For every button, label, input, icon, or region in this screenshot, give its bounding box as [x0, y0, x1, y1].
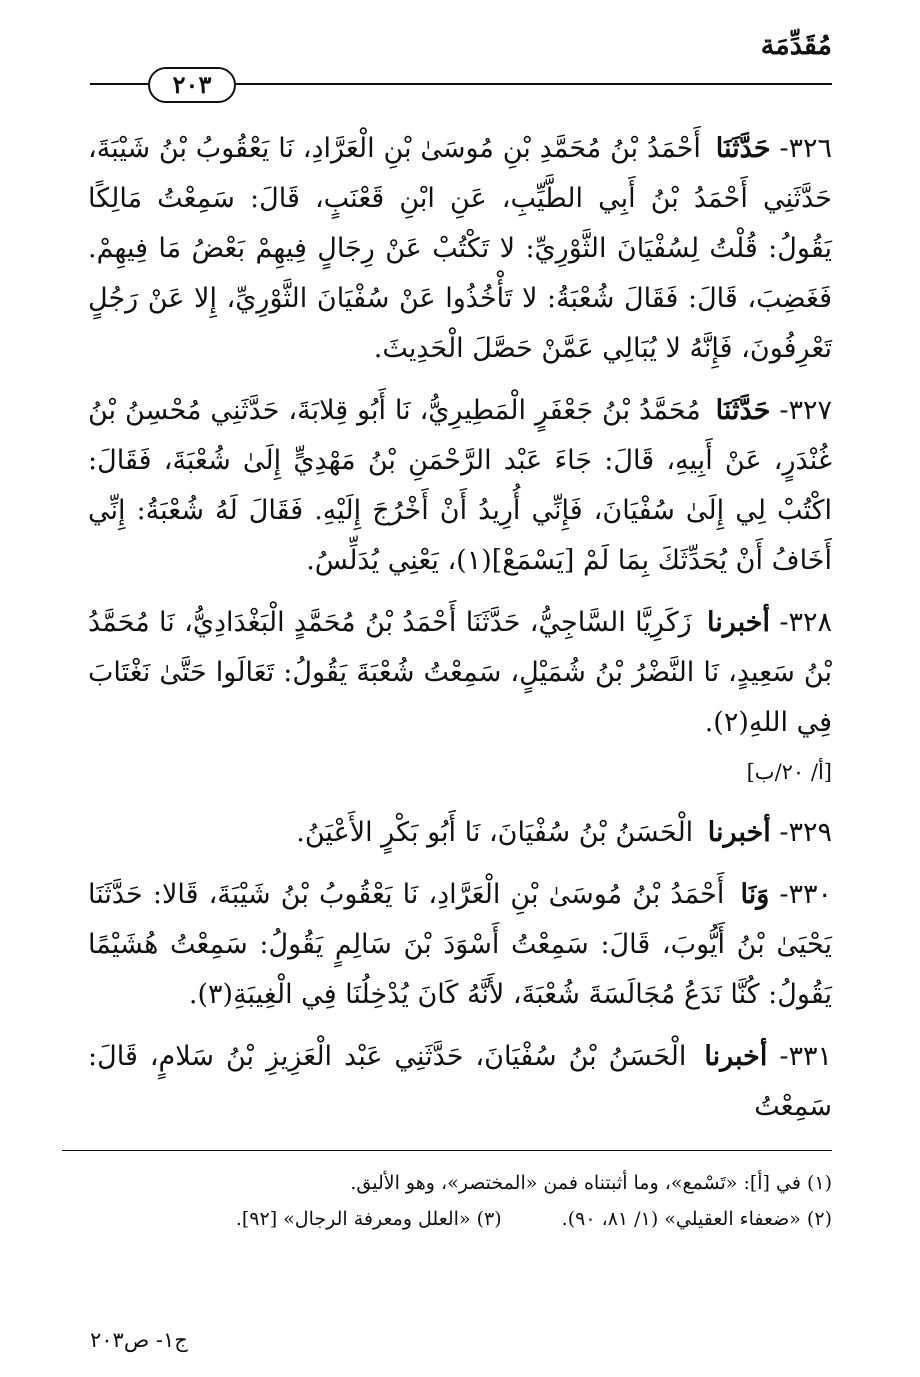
footnote-rule: [62, 1150, 832, 1151]
paragraph-lead-word: حَدَّثَنَا: [715, 133, 771, 164]
paragraph-text: أَحْمَدُ بْنُ مُوسَىٰ بْنِ الْعَرَّادِ، نَا يَعْقُوبُ بْنُ شَيْبَةَ، قَالا: حَدَّثَنَا يَحْيَىٰ بْنُ أَيُّوبَ، قَالَ: سَمِعْتُ أَسْوَدَ بْنَ سَالِمٍ يَقُولُ: سَمِعْتُ هُشَيْمًا يَقُولُ: كُنَّا نَدَعُ مُجَالَسَةَ شُعْبَةَ، لأَنَّهُ كَانَ يُدْخِلُنَا فِي الْغِيبَةِ(٣).: [88, 879, 832, 1010]
paragraph-text: زَكَرِيَّا السَّاجِيُّ، حَدَّثَنَا أَحْمَدُ بْنُ مُحَمَّدٍ الْبَغْدَادِيُّ، نَا مُحَمَّدُ بْنُ سَعِيدٍ، نَا النَّضْرُ بْنُ شُمَيْلٍ، سَمِعْتُ شُعْبَةَ يَقُولُ: تَعَالَوا حَتَّىٰ نَغْتَابَ فِي اللهِ(٢).: [88, 607, 832, 738]
paragraph-lead-word: أخبرنا: [707, 817, 771, 848]
paragraph-text: أَحْمَدُ بْنُ مُحَمَّدِ بْنِ مُوسَىٰ بْنِ الْعَرَّادِ، نَا يَعْقُوبُ بْنُ شَيْبَةَ، حَدَّثَنِي أَحْمَدُ بْنُ أَبِي الطَّيِّبِ، عَنِ ابْنِ قَعْنَبٍ، قَالَ: سَمِعْتُ مَالِكًا يَقُولُ: قُلْتُ لِسُفْيَانَ الثَّوْرِيِّ: لا تَكْتُبْ عَنْ رِجَالٍ فِيهِمْ بَعْضُ مَا فِيهِمْ. فَغَضِبَ، قَالَ: فَقَالَ شُعْبَةُ: لا تَأْخُذُوا عَنْ سُفْيَانَ الثَّوْرِيِّ، إِلا عَنْ رَجُلٍ تَعْرِفُونَ، فَإِنَّهُ لا يُبَالِي عَمَّنْ حَصَّلَ الْحَدِيثَ.: [88, 133, 832, 364]
page-number-badge: ٢٠٣: [148, 67, 236, 103]
main-text: [88, 124, 832, 1144]
paragraph-text: مُحَمَّدُ بْنُ جَعْفَرٍ الْمَطِيرِيُّ، نَا أَبُو قِلابَةَ، حَدَّثَنِي مُحْسِنُ بْنُ غُنْدَرٍ، عَنْ أَبِيهِ، قَالَ: جَاءَ عَبْد الرَّحْمَنِ بْنُ مَهْدِيٍّ إِلَىٰ شُعْبَةَ، فَقَالَ: اكْتُبْ لِي إِلَىٰ سُفْيَانَ، فَإِنِّي أُرِيدُ أَنْ أَخْرُجَ إِلَيْهِ. فَقَالَ لَهُ شُعْبَةُ: إِنِّي أَخَافُ أَنْ يُحَدِّثَكَ بِمَا لَمْ [يَسْمَعْ](١)، يَعْنِي يُدَلِّسُ.: [88, 395, 832, 576]
paragraph-327: [88, 386, 832, 586]
footnote-1: (١) في [أ]: «تَسْمع»، وما أثبتناه فمن «المختصر»، وهو الأليق.: [350, 1172, 832, 1194]
paragraph-number: ٣٢٩-: [779, 817, 832, 848]
footnote-3: (٣) «العلل ومعرفة الرجال» [٩٢].: [235, 1208, 502, 1230]
page-header: [90, 30, 832, 100]
footnote-row: [88, 1201, 832, 1237]
paragraph-lead-word: حَدَّثَنَا: [715, 395, 771, 426]
paragraph-331: [88, 1032, 832, 1132]
paragraph-number: ٣٣١-: [779, 1041, 832, 1072]
paragraph-330: [88, 870, 832, 1020]
paragraph-328: [88, 598, 832, 748]
paragraph-lead-word: وَنَا: [740, 879, 770, 910]
paragraph-number: ٣٢٦-: [779, 133, 832, 164]
footnotes: [88, 1165, 832, 1237]
paragraph-number: ٣٢٨-: [779, 607, 832, 638]
paragraph-text: الْحَسَنُ بْنُ سُفْيَانَ، نَا أَبُو بَكْرٍ الأَعْيَنُ.: [296, 817, 694, 848]
paragraph-lead-word: أخبرنا: [707, 607, 770, 638]
paragraph-number: ٣٣٠-: [779, 879, 832, 910]
running-title: مُقَدِّمَة: [760, 30, 832, 61]
footnote-2: (٢) «ضعفاء العقيلي» (١/ ٨١، ٩٠).: [561, 1208, 832, 1230]
paragraph-329: [88, 808, 832, 858]
folio-marker: [أ/ ٢٠/ب]: [746, 760, 832, 784]
page-reference: ج١- ص٢٠٣: [90, 1328, 188, 1352]
paragraph-text: الْحَسَنُ بْنُ سُفْيَانَ، حَدَّثَنِي عَبْد الْعَزِيزِ بْنُ سَلامٍ، قَالَ: سَمِعْتُ: [88, 1041, 832, 1122]
paragraph-lead-word: أخبرنا: [704, 1041, 768, 1072]
paragraph-326: [88, 124, 832, 374]
paragraph-number: ٣٢٧-: [779, 395, 832, 426]
